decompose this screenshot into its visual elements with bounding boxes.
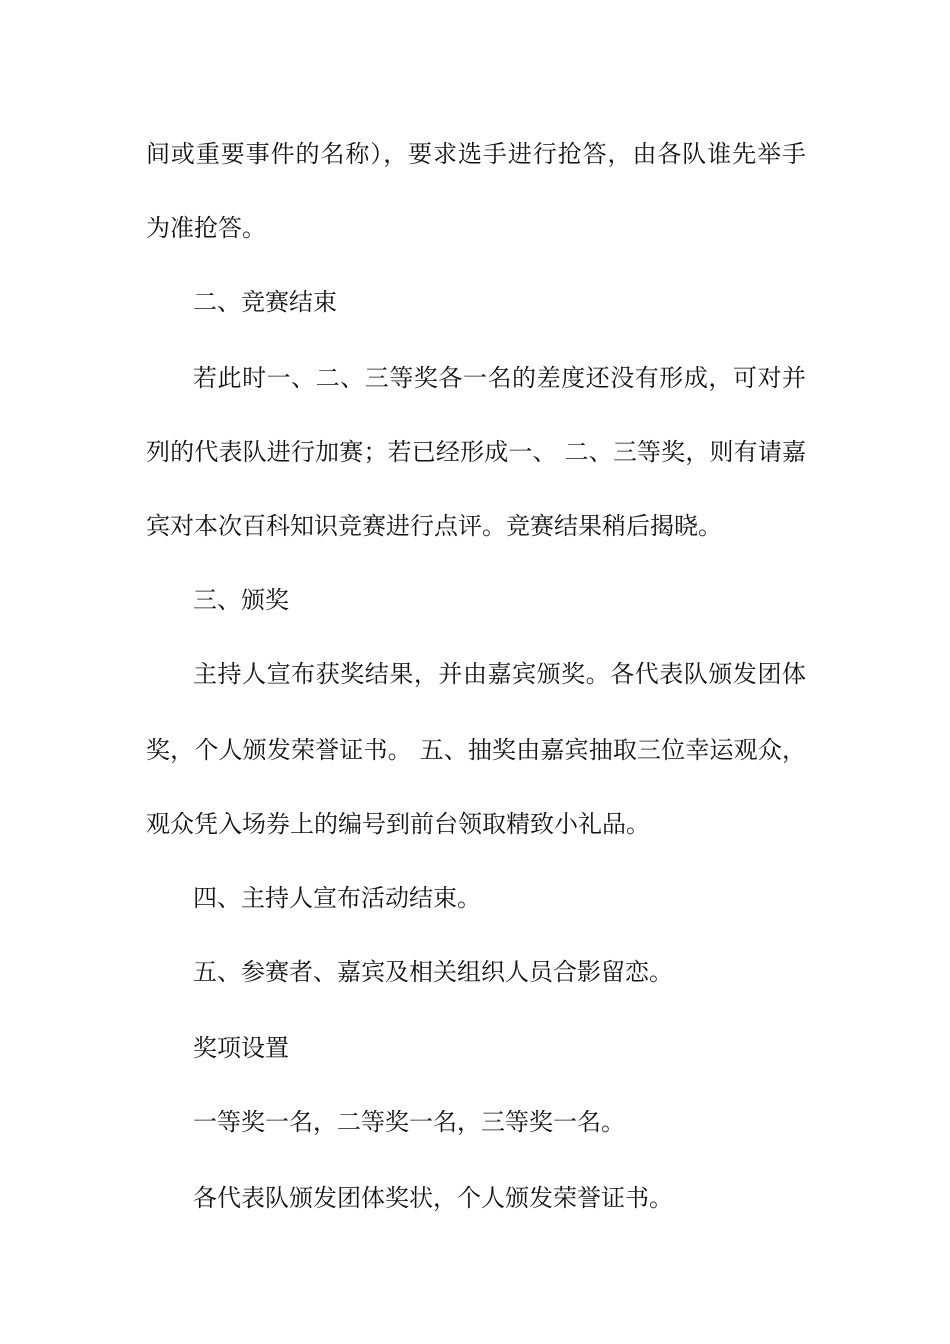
paragraph-line: 列的代表队进行加赛；若已经形成一、 二、三等奖，则有请嘉	[146, 438, 806, 466]
paragraph-line: 各代表队颁发团体奖状，个人颁发荣誉证书。	[193, 1184, 673, 1212]
paragraph-line: 为准抢答。	[146, 214, 266, 242]
paragraph-line: 若此时一、二、三等奖各一名的差度还没有形成，可对并	[193, 364, 806, 392]
paragraph-line: 奖，个人颁发荣誉证书。 五、抽奖由嘉宾抽取三位幸运观众，	[146, 736, 806, 764]
paragraph-line: 五、参赛者、嘉宾及相关组织人员合影留恋。	[193, 958, 673, 986]
paragraph-line: 主持人宣布获奖结果，并由嘉宾颁奖。各代表队颁发团体	[193, 660, 806, 688]
section-heading: 二、竞赛结束	[193, 288, 337, 316]
section-heading: 三、颁奖	[193, 586, 289, 614]
paragraph-line: 一等奖一名，二等奖一名，三等奖一名。	[193, 1108, 625, 1136]
paragraph-line: 间或重要事件的名称），要求选手进行抢答，由各队谁先举手	[146, 140, 806, 168]
paragraph-line: 宾对本次百科知识竞赛进行点评。竞赛结果稍后揭晓。	[146, 512, 722, 540]
paragraph-line: 四、主持人宣布活动结束。	[193, 884, 481, 912]
section-heading: 奖项设置	[193, 1034, 289, 1062]
paragraph-line: 观众凭入场券上的编号到前台领取精致小礼品。	[146, 810, 650, 838]
